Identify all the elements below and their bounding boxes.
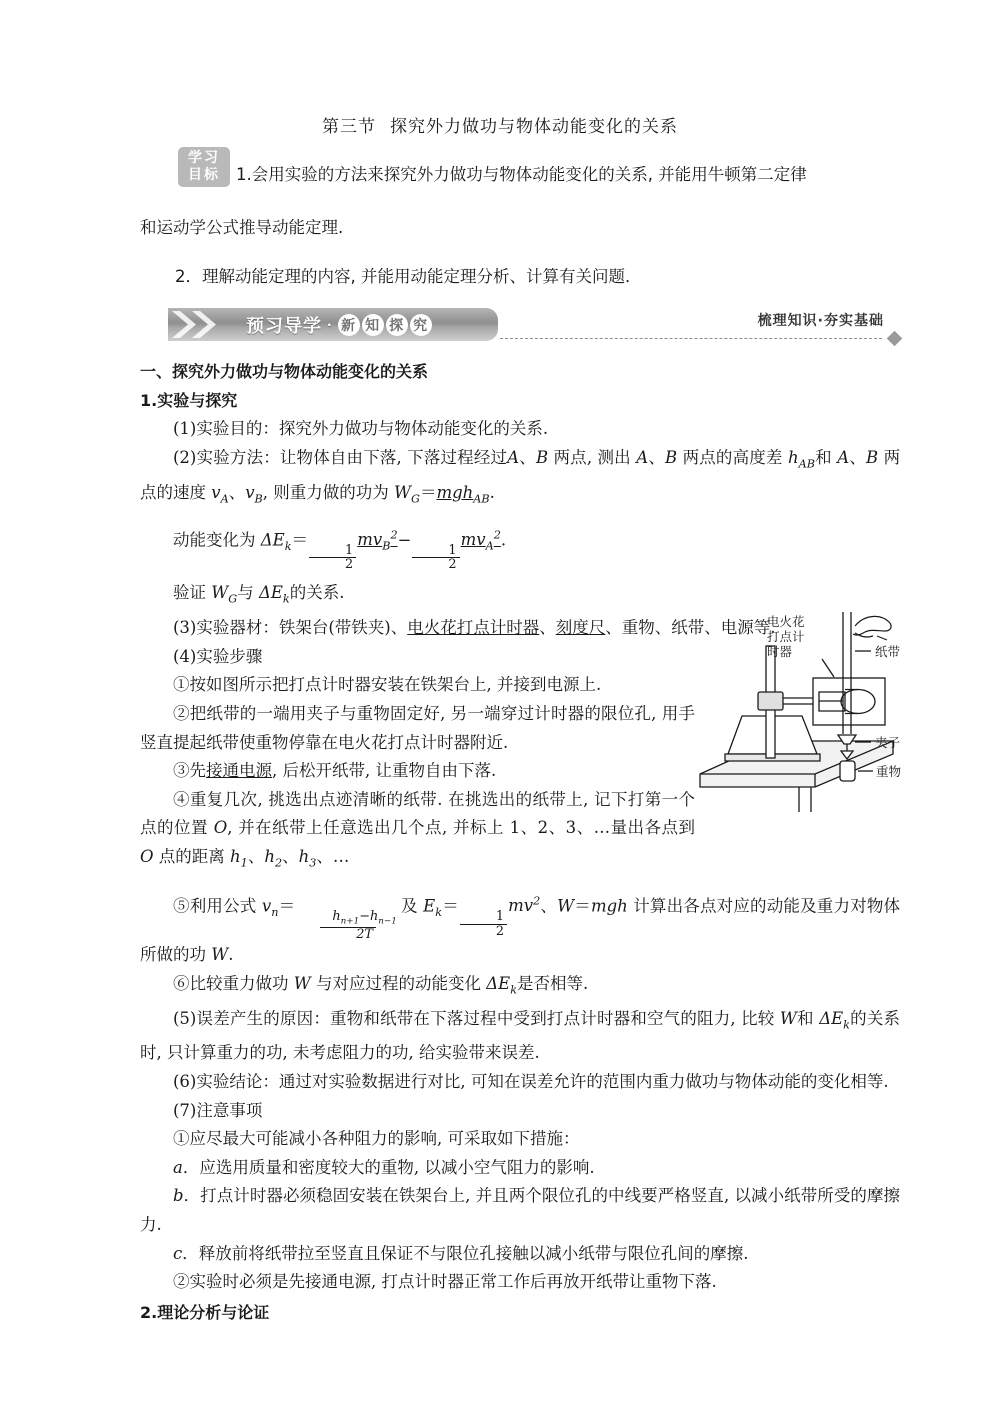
sym-B2: B: [665, 447, 678, 467]
step-1: ①按如图所示把打点计时器安装在铁架台上, 并接到电源上.: [173, 675, 602, 695]
step-2: ②把纸带的一端用夹子与重物固定好, 另一端穿过计时器的限位孔, 用手竖直提起纸带使重物停靠在电火花打点计时器附近.: [140, 704, 695, 752]
sym-vn: v: [261, 896, 272, 916]
step4-b: , 并在纸带上任意选出几个点, 并标上 1、2、3、…量出各点到: [227, 818, 696, 838]
method-text-b: 两点, 测出: [553, 447, 631, 467]
h2-sub: 2: [274, 856, 283, 870]
formula-mvB2: [357, 528, 398, 553]
sym-A3: A: [837, 447, 850, 467]
sym-h: h: [788, 447, 799, 467]
sym-E4-sub: k: [510, 982, 517, 996]
ellipsis1: …: [332, 847, 350, 867]
figure-label-timer-line1: 电火花: [767, 614, 805, 629]
sym-vn-sub: n: [271, 905, 279, 919]
sym-E3-sub: k: [435, 905, 442, 919]
figure-label-clip: 夹子: [875, 735, 901, 750]
sym-delta3: Δ: [486, 973, 499, 993]
fraction-half-1: [309, 544, 356, 571]
minus1: −: [397, 530, 412, 550]
sym-eq4: ＝: [442, 896, 459, 916]
body-content: [140, 358, 900, 1327]
sym-vA: v: [211, 482, 221, 502]
sym-eq3: ＝: [278, 896, 296, 916]
method-text-d: 和: [815, 447, 832, 467]
hnp1: h: [332, 909, 341, 925]
paragraph-delta-ek: [140, 522, 900, 572]
sym-E5: E: [831, 1008, 844, 1028]
sym-B1: B: [535, 447, 549, 467]
step4-c: 点的距离: [158, 847, 225, 867]
fraction-half-3: [460, 910, 507, 937]
sym-delta1: Δ: [260, 530, 273, 550]
sym-A1: A: [507, 447, 520, 467]
mgh-sub: AB: [473, 491, 490, 505]
sym-E1-sub: k: [284, 539, 292, 553]
v3: v: [523, 896, 534, 916]
v2-sup: 2: [493, 528, 501, 542]
paragraph-verify: [140, 579, 900, 614]
formula-mgh: [436, 482, 490, 505]
error-b: 和: [796, 1008, 814, 1028]
note-c-label: c: [173, 1243, 183, 1263]
sym-eq2: ＝: [291, 530, 309, 550]
sym-W-sub: G: [410, 491, 420, 505]
half3-num: 1: [495, 909, 505, 925]
banner-circle-2: 知: [362, 314, 384, 336]
page-title: [0, 112, 1000, 137]
preview-banner: [140, 308, 900, 348]
paragraph-conclusion: (6)实验结论：通过对实验数据进行对比, 可知在误差允许的范围内重力做功与物体动能的变化相等.: [173, 1072, 889, 1092]
banner-circle-1: 新: [338, 314, 360, 336]
learning-goal-item-1: 1.会用实验的方法来探究外力做功与物体动能变化的关系, 并能用牛顿第二定律: [236, 165, 807, 184]
period3: .: [228, 945, 234, 965]
v1: v: [372, 530, 383, 550]
note-c: [140, 1240, 900, 1269]
sym-delta2: Δ: [258, 583, 271, 603]
banner-dot: ·: [327, 317, 333, 332]
c4: 、: [540, 896, 558, 916]
half1-num: 1: [345, 543, 354, 559]
sym-E4: E: [498, 973, 511, 993]
sym-B3: B: [866, 447, 879, 467]
figure-label-tape: 纸带: [875, 644, 901, 659]
step3-b: , 后松开纸带, 让重物自由下落.: [272, 761, 497, 781]
banner-diamond-icon: [887, 331, 903, 347]
banner-circle-3: 探: [386, 314, 408, 336]
note-b-label: b: [173, 1186, 184, 1206]
step-6: [140, 970, 900, 1005]
paragraph-steps-title: (4)实验步骤: [173, 646, 263, 666]
learning-goal-item-2: 2．理解动能定理的内容, 并能用动能定理分析、计算有关问题．: [175, 267, 642, 286]
verify-c: 的关系.: [289, 583, 345, 603]
banner-circle-4: 究: [410, 314, 432, 336]
half1-den: 2: [309, 557, 356, 571]
step6-b: 与对应过程的动能变化: [315, 973, 481, 993]
m2: m: [460, 530, 477, 550]
v1-sup: 2: [390, 528, 398, 542]
dun1: 、: [519, 447, 536, 467]
v2: v: [476, 530, 486, 550]
sym-eq5: ＝: [574, 896, 591, 916]
half3-den: 2: [460, 924, 507, 938]
dek-label: 动能变化为: [173, 530, 256, 550]
sym-W6: W: [779, 1008, 797, 1028]
vn-num: [296, 910, 399, 926]
note-b-text: ．打点计时器必须稳固安装在铁架台上, 并且两个限位孔的中线要严格竖直, 以减小纸带所受的摩擦力.: [140, 1186, 900, 1235]
step6-c: 是否相等.: [517, 973, 589, 993]
paragraph-method: (2)实验方法：让物体自由下落, 下落过程经过A、B 两点, 测出 A、B 两点的高度差 $h_{AB}$和 A、B 两点的速度 $v_A$、$v_B$, 则重力做的功为 $W_G=mgh_{AB}$.: [140, 447, 901, 505]
formula-mv2: [508, 896, 540, 915]
method-text-f: 则重力做的功为: [273, 482, 389, 502]
banner-dashed-rule: [500, 338, 882, 339]
v3-sup: 2: [533, 894, 541, 908]
note-a-label: a: [173, 1157, 183, 1177]
sym-W4: W: [211, 945, 229, 965]
period2: .: [500, 530, 507, 550]
banner-left-text: 预习导学: [246, 315, 322, 337]
note-b: [140, 1182, 900, 1239]
hnm1: h: [369, 909, 379, 925]
step3-a: ③先: [173, 761, 206, 781]
fraction-half-2: [412, 544, 459, 571]
period1: .: [489, 482, 495, 502]
note-a-text: ．应选用质量和密度较大的重物, 以减小空气阻力的影响.: [182, 1157, 595, 1177]
figure-label-weight: 重物: [876, 764, 902, 779]
subheading-2: 2.理论分析与论证: [140, 1302, 270, 1322]
method-text-e: 两点的速度: [140, 447, 901, 502]
sym-O2: O: [140, 847, 154, 867]
note-a: [140, 1154, 900, 1183]
vn-den: 2T: [320, 927, 376, 941]
figure-label-timer-line2: 打点计: [767, 629, 805, 644]
step6-a: ⑥比较重力做功: [173, 973, 289, 993]
section-number: 第三节: [322, 117, 376, 137]
sym-W2-sub: G: [228, 592, 238, 606]
sym-eq1: ＝: [419, 482, 437, 502]
learning-goal-badge: [178, 147, 230, 187]
m3: m: [508, 896, 524, 916]
sym-vB: v: [245, 482, 255, 502]
sym-E1: E: [272, 530, 285, 550]
paragraph-purpose: (1)实验目的：探究外力做功与物体动能变化的关系.: [173, 419, 549, 439]
h2: h: [264, 847, 275, 867]
banner-plate: [168, 308, 498, 341]
sym-O1: O: [213, 818, 228, 838]
dun3: 、: [849, 447, 867, 467]
v1-sub: B: [382, 539, 391, 553]
sym-E5-sub: k: [843, 1017, 850, 1031]
sym-W: W: [394, 482, 411, 502]
materials-underline-1: 电火花打点计时器: [407, 618, 540, 638]
c3: 、: [316, 847, 333, 867]
note-2: ②实验时必须是先接通电源, 打点计时器正常工作后再放开纸带让重物下落.: [173, 1272, 717, 1292]
method-text-a: (2)实验方法：让物体自由下落, 下落过程经过: [173, 447, 508, 467]
fraction-vn: [296, 910, 399, 941]
dun4: 、: [228, 482, 246, 502]
double-chevron-icon: [168, 308, 236, 341]
sym-vA-sub: A: [220, 491, 229, 505]
half2-num: 1: [448, 543, 457, 559]
paragraph-notes-title: (7)注意事项: [173, 1100, 263, 1120]
sym-W5: W: [293, 973, 311, 993]
method-text-c: 两点的高度差: [682, 447, 783, 467]
dun2: 、: [648, 447, 666, 467]
m1: m: [357, 530, 373, 550]
sym-E2-sub: k: [282, 592, 290, 606]
formula-mvA2: [460, 528, 501, 553]
step4-a: ④重复几次, 挑选出点迹清晰的纸带. 在挑选出的纸带上, 记下打第一个点的位置: [140, 789, 695, 838]
learning-goal-item-1-continued: 和运动学公式推导动能定理.: [140, 218, 344, 237]
hnp1-sub: n+1: [340, 917, 360, 928]
mgh-plain: mgh: [590, 896, 628, 916]
step-4: [140, 786, 695, 878]
verify-a: 验证: [173, 583, 206, 603]
heading-1: 一、探究外力做功与物体动能变化的关系: [140, 362, 429, 381]
sym-A2: A: [636, 447, 649, 467]
step-5: [140, 888, 900, 970]
sym-h-sub: AB: [798, 457, 815, 471]
step3-underline: 接通电源: [206, 761, 272, 781]
v2-sub: A: [485, 539, 494, 553]
badge-line-1: 学习: [188, 150, 220, 166]
note-c-text: ．释放前将纸带拉至竖直且保证不与限位孔接触以减小纸带与限位孔间的摩擦.: [182, 1243, 749, 1263]
sym-delta4: Δ: [819, 1008, 832, 1028]
section-title-text: 探究外力做功与物体动能变化的关系: [390, 117, 678, 137]
h1: h: [230, 847, 241, 867]
paragraph-error: [140, 1005, 900, 1068]
verify-b: 与: [237, 583, 254, 603]
error-c: 的关系时, 只计算重力的功, 未考虑阻力的功, 给实验带来误差.: [140, 1008, 901, 1063]
mgh-text: mgh: [436, 482, 474, 502]
sym-W2: W: [211, 583, 229, 603]
h3: h: [298, 847, 310, 867]
banner-right-text: 梳理知识·夯实基础: [757, 313, 884, 329]
subheading-1: 1.实验与探究: [140, 390, 238, 410]
error-a: (5)误差产生的原因：重物和纸带在下落过程中受到打点计时器和空气的阻力, 比较: [173, 1008, 775, 1028]
h3-sub: 3: [309, 856, 317, 870]
c2: 、: [282, 847, 299, 867]
banner-text: [246, 312, 434, 338]
step-3: [140, 757, 695, 786]
minus2: −: [359, 909, 370, 925]
figure-label-timer-line3: 时器: [767, 644, 793, 659]
badge-line-2: 目标: [188, 167, 220, 183]
sym-E3: E: [423, 896, 436, 916]
materials-underline-2: 刻度尺: [555, 618, 606, 638]
c1: 、: [247, 847, 265, 867]
hnm1-sub: n−1: [378, 917, 397, 928]
paragraph-materials: (3)实验器材：铁架台(带铁夹)、电火花打点计时器、刻度尺、重物、纸带、电源等.: [173, 618, 776, 638]
sym-W3: W: [557, 896, 575, 916]
h1-sub: 1: [240, 856, 248, 870]
step5-c: 计算出各点对应的动能及重力对物体所做的功: [140, 896, 901, 965]
step5-a: ⑤利用公式: [173, 896, 257, 916]
note-1: ①应尽最大可能减小各种阻力的影响, 可采取如下措施：: [173, 1129, 580, 1149]
step5-b: 及: [400, 896, 418, 916]
sym-E2: E: [270, 583, 283, 603]
sym-vB-sub: B: [254, 491, 263, 505]
half2-den: 2: [412, 557, 459, 571]
